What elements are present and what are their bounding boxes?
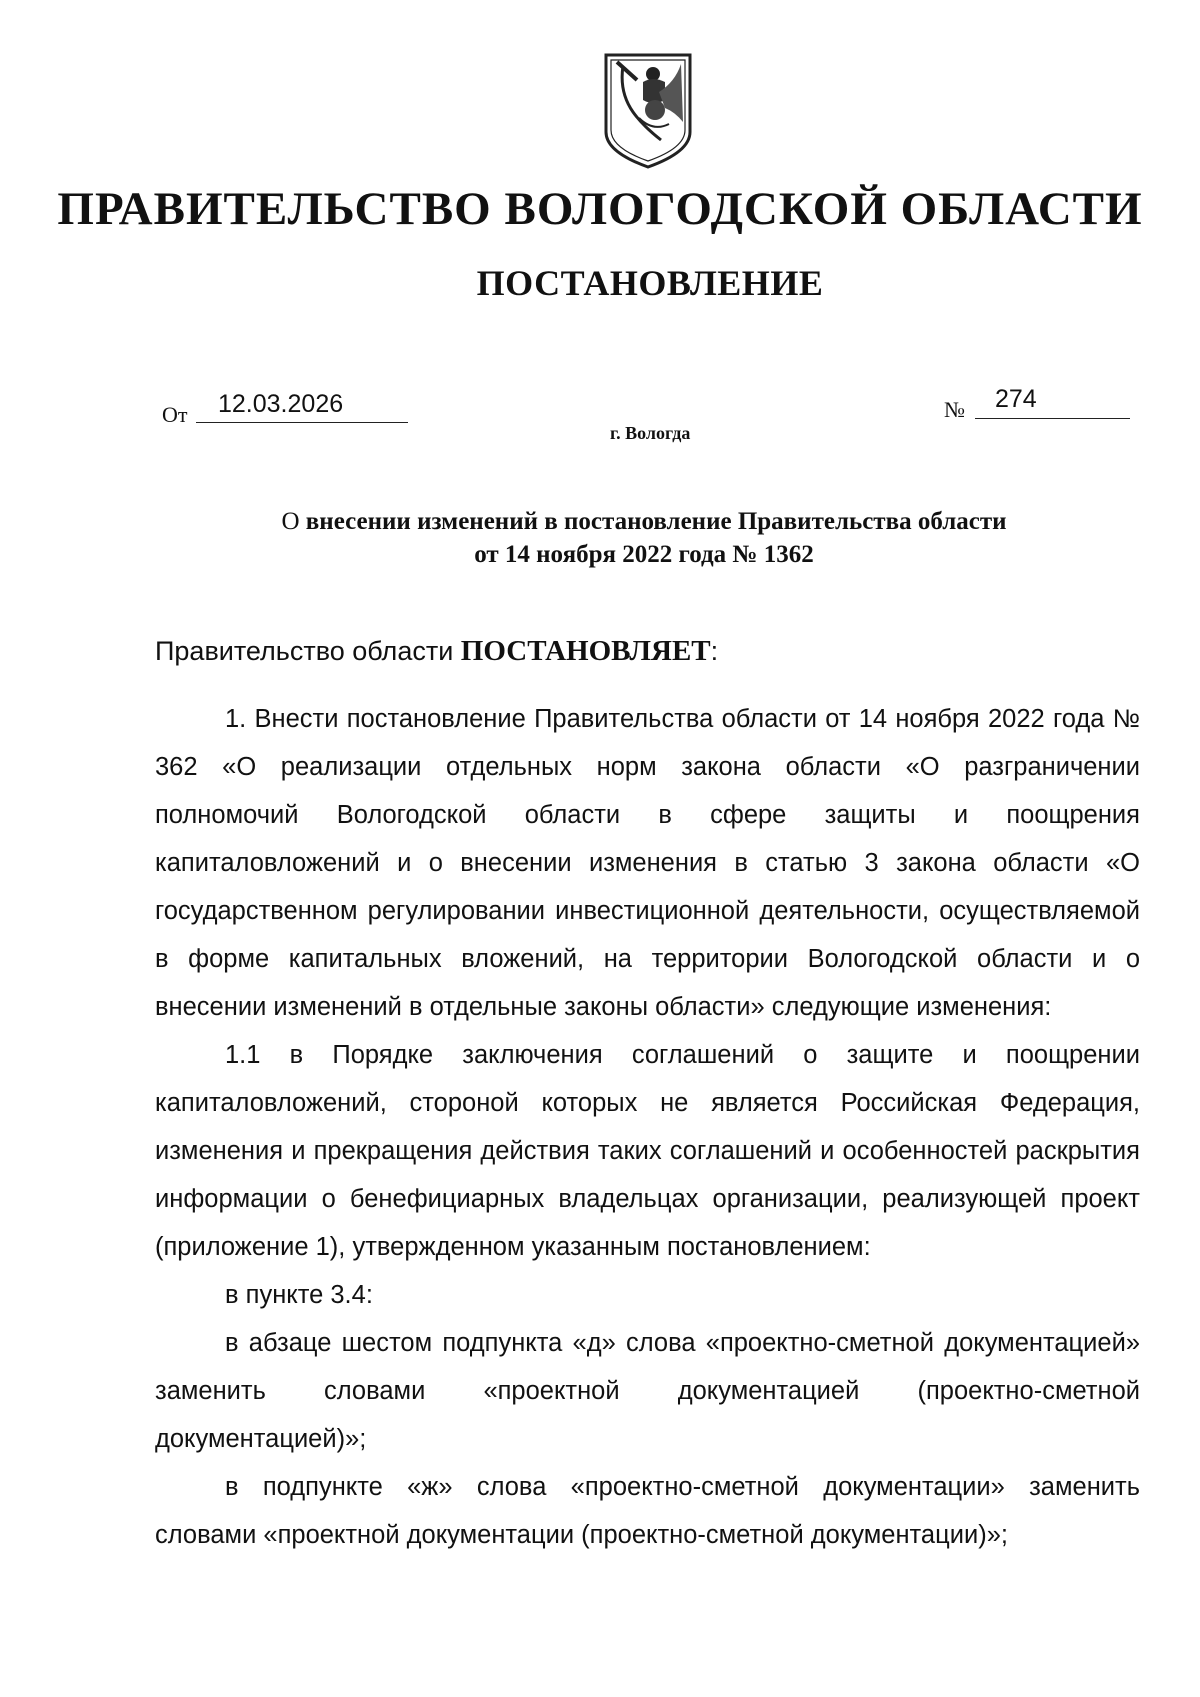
government-title: ПРАВИТЕЛЬСТВО ВОЛОГОДСКОЙ ОБЛАСТИ: [57, 183, 1143, 235]
date-label: От: [162, 402, 188, 427]
coat-of-arms-icon: [603, 52, 693, 170]
decree-statement: [155, 635, 718, 668]
subject-line-1-text: внесении изменений в постановление Правительства области: [305, 508, 1007, 535]
document-date: 12.03.2026: [218, 390, 344, 418]
number-label: №: [944, 397, 965, 422]
decree-keyword: ПОСТАНОВЛЯЕТ: [460, 635, 711, 667]
body-paragraph-3: в пункте 3.4:: [225, 1281, 373, 1309]
document-subject: [44, 505, 1200, 571]
subject-line-1: [44, 505, 1200, 538]
decree-lead: Правительство области: [155, 636, 454, 666]
body-paragraph-2: 1.1 в Порядке заключения соглашений о защите и поощрении капиталовложений, стороной которых не является Российская Федерация, изменения и прекращения действия таких соглашений и особенностей раскрытия информации о бенефициарных владельцах организации, реализующей проект (приложение 1), утвержденном указанным постановлением:: [155, 1041, 1140, 1261]
body-paragraph-4: в абзаце шестом подпункта «д» слова «проектно-сметной документацией» заменить словами «проектной документацией (проектно-сметной документацией)»;: [155, 1329, 1140, 1453]
subject-prefix: О: [281, 508, 300, 535]
document-number: 274: [995, 385, 1037, 413]
document-body: [155, 695, 1140, 1559]
city-name: г. Вологда: [610, 423, 691, 443]
decree-colon: :: [710, 636, 719, 666]
document-type-heading: ПОСТАНОВЛЕНИЕ: [476, 263, 824, 303]
body-paragraph-5: в подпункте «ж» слова «проектно-сметной документации» заменить словами «проектной документации (проектно-сметной документации)»;: [155, 1473, 1140, 1549]
body-paragraph-1: 1. Внести постановление Правительства области от 14 ноября 2022 года № 362 «О реализации отдельных норм закона области «О разграничении полномочий Вологодской области в сфере защиты и поощрения капиталовложений и о внесении изменения в статью 3 закона области «О государственном регулировании инвестиционной деятельности, осуществляемой в форме капитальных вложений, на территории Вологодской области и о внесении изменений в отдельные законы области» следующие изменения:: [155, 705, 1140, 1021]
subject-line-2: от 14 ноября 2022 года № 1362: [474, 541, 814, 568]
